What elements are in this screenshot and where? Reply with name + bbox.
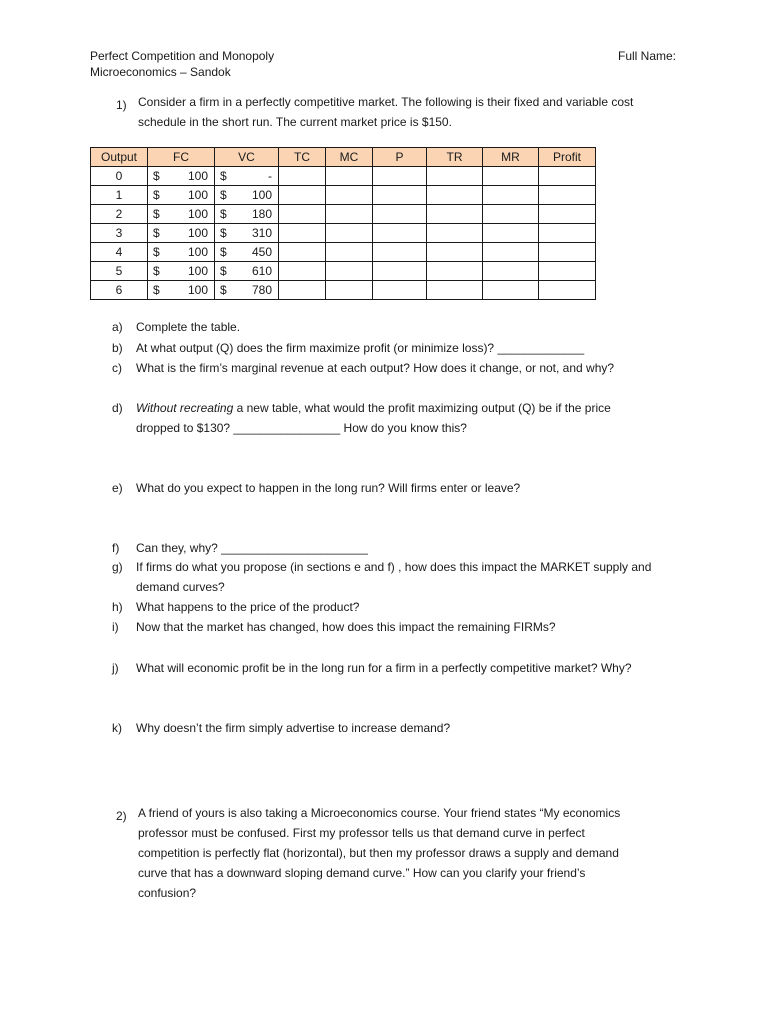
item-a-text: Complete the table. [136, 320, 241, 334]
mc-cell[interactable] [326, 262, 373, 281]
question-2-line: curve that has a downward sloping demand curve.” How can you clarify your friend’s [138, 866, 586, 880]
tc-cell[interactable] [279, 186, 326, 205]
question-2-line: A friend of yours is also taking a Microeconomics course. Your friend states “My economics [138, 806, 621, 820]
vc-cell [215, 186, 279, 205]
item-b-text: At what output (Q) does the firm maximize profit (or minimize loss)? _____________ [136, 341, 585, 355]
p-cell[interactable] [373, 281, 427, 300]
item-d-label: d) [112, 401, 123, 415]
profit-cell[interactable] [539, 262, 596, 281]
vc-cell [215, 167, 279, 186]
item-c-label: c) [112, 361, 122, 375]
item-b-label: b) [112, 341, 123, 355]
fc-dollar-sign: $ [153, 245, 160, 259]
table-body [91, 167, 596, 300]
mr-cell[interactable] [483, 262, 539, 281]
question-1-line-2: schedule in the short run. The current market price is $150. [138, 115, 452, 129]
cost-schedule-table [90, 147, 596, 300]
item-j-label: j) [112, 661, 119, 675]
fc-cell [148, 281, 215, 300]
question-2-line: competition is perfectly flat (horizontal), but then my professor draws a supply and demand [138, 846, 619, 860]
item-c-text: What is the firm’s marginal revenue at each output? How does it change, or not, and why? [136, 361, 615, 375]
mr-cell[interactable] [483, 205, 539, 224]
vc-cell [215, 281, 279, 300]
fc-dollar-sign: $ [153, 169, 160, 183]
mc-cell[interactable] [326, 224, 373, 243]
mr-cell[interactable] [483, 281, 539, 300]
question-2-text [138, 803, 620, 903]
item-i-label: i) [112, 620, 119, 634]
item-i-text: Now that the market has changed, how does this impact the remaining FIRMs? [136, 620, 556, 634]
p-cell[interactable] [373, 262, 427, 281]
item-h-label: h) [112, 600, 123, 614]
tc-cell[interactable] [279, 243, 326, 262]
item-g-line-1: If firms do what you propose (in sections e and f) , how does this impact the MARKET supply and [136, 560, 652, 574]
p-cell[interactable] [373, 186, 427, 205]
item-e-text: What do you expect to happen in the long run? Will firms enter or leave? [136, 481, 521, 495]
item-d-line-1 [136, 398, 611, 418]
tc-cell[interactable] [279, 262, 326, 281]
vc-dollar-sign: $ [220, 188, 227, 202]
header-profit: Profit [539, 148, 596, 167]
fc-dollar-sign: $ [153, 226, 160, 240]
profit-cell[interactable] [539, 281, 596, 300]
item-k-text: Why doesn’t the firm simply advertise to increase demand? [136, 721, 451, 735]
question-2-number: 2) [116, 809, 127, 823]
item-d-italic-text: Without recreating [136, 401, 234, 415]
tr-cell[interactable] [427, 186, 483, 205]
fc-dollar-sign: $ [153, 188, 160, 202]
output-cell: 2 [91, 205, 148, 224]
tr-cell[interactable] [427, 224, 483, 243]
header-vc: VC [215, 148, 279, 167]
fc-value: 100 [187, 169, 208, 183]
header-fc: FC [148, 148, 215, 167]
header-left [90, 48, 274, 80]
table-row [91, 243, 596, 262]
mr-cell[interactable] [483, 186, 539, 205]
mr-cell[interactable] [483, 243, 539, 262]
p-cell[interactable] [373, 167, 427, 186]
tc-cell[interactable] [279, 167, 326, 186]
question-1-line-1: Consider a firm in a perfectly competitive market. The following is their fixed and variable cost [138, 95, 634, 109]
tc-cell[interactable] [279, 205, 326, 224]
header-tr: TR [427, 148, 483, 167]
vc-value: 610 [251, 264, 272, 278]
vc-value: - [268, 169, 272, 183]
question-1-text [138, 92, 633, 132]
item-g-line-2: demand curves? [136, 580, 225, 594]
table-row [91, 167, 596, 186]
profit-cell[interactable] [539, 224, 596, 243]
table-row [91, 281, 596, 300]
vc-dollar-sign: $ [220, 245, 227, 259]
vc-value: 180 [251, 207, 272, 221]
fc-cell [148, 262, 215, 281]
vc-value: 100 [251, 188, 272, 202]
full-name-label: Full Name: [618, 49, 677, 63]
output-cell: 0 [91, 167, 148, 186]
header-output: Output [91, 148, 148, 167]
profit-cell[interactable] [539, 205, 596, 224]
item-h-text: What happens to the price of the product? [136, 600, 360, 614]
tc-cell[interactable] [279, 224, 326, 243]
profit-cell[interactable] [539, 186, 596, 205]
p-cell[interactable] [373, 205, 427, 224]
vc-dollar-sign: $ [220, 169, 227, 183]
vc-cell [215, 205, 279, 224]
vc-value: 310 [251, 226, 272, 240]
vc-dollar-sign: $ [220, 207, 227, 221]
fc-value: 100 [187, 264, 208, 278]
item-d-line-2: dropped to $130? ________________ How do you know this? [136, 421, 467, 435]
mc-cell[interactable] [326, 281, 373, 300]
fc-value: 100 [187, 245, 208, 259]
output-cell: 6 [91, 281, 148, 300]
question-1-number: 1) [116, 98, 127, 112]
output-cell: 4 [91, 243, 148, 262]
tr-cell[interactable] [427, 262, 483, 281]
question-2-line: professor must be confused. First my professor tells us that demand curve in perfect [138, 826, 585, 840]
course-subtitle: Microeconomics – Sandok [90, 65, 231, 79]
table-row [91, 205, 596, 224]
fc-cell [148, 167, 215, 186]
mc-cell[interactable] [326, 243, 373, 262]
item-f-label: f) [112, 541, 120, 555]
tr-cell[interactable] [427, 205, 483, 224]
profit-cell[interactable] [539, 167, 596, 186]
fc-dollar-sign: $ [153, 207, 160, 221]
header-mc: MC [326, 148, 373, 167]
mc-cell[interactable] [326, 167, 373, 186]
output-cell: 5 [91, 262, 148, 281]
fc-value: 100 [187, 207, 208, 221]
item-e-label: e) [112, 481, 123, 495]
mc-cell[interactable] [326, 186, 373, 205]
table-row [91, 262, 596, 281]
tr-cell[interactable] [427, 167, 483, 186]
mc-cell[interactable] [326, 205, 373, 224]
fc-cell [148, 205, 215, 224]
fc-cell [148, 186, 215, 205]
fc-value: 100 [187, 226, 208, 240]
p-cell[interactable] [373, 243, 427, 262]
vc-dollar-sign: $ [220, 264, 227, 278]
vc-cell [215, 243, 279, 262]
fc-dollar-sign: $ [153, 283, 160, 297]
table-row [91, 186, 596, 205]
fc-cell [148, 243, 215, 262]
tr-cell[interactable] [427, 281, 483, 300]
fc-dollar-sign: $ [153, 264, 160, 278]
output-cell: 3 [91, 224, 148, 243]
item-g-label: g) [112, 560, 123, 574]
worksheet-title: Perfect Competition and Monopoly [90, 49, 275, 63]
fc-cell [148, 224, 215, 243]
p-cell[interactable] [373, 224, 427, 243]
vc-cell [215, 224, 279, 243]
mr-cell[interactable] [483, 167, 539, 186]
tr-cell[interactable] [427, 243, 483, 262]
output-cell: 1 [91, 186, 148, 205]
tc-cell[interactable] [279, 281, 326, 300]
profit-cell[interactable] [539, 243, 596, 262]
vc-value: 450 [251, 245, 272, 259]
header-p: P [373, 148, 427, 167]
vc-value: 780 [251, 283, 272, 297]
question-2-line: confusion? [138, 886, 197, 900]
mr-cell[interactable] [483, 224, 539, 243]
vc-dollar-sign: $ [220, 226, 227, 240]
table-header-row [91, 148, 596, 167]
header-tc: TC [279, 148, 326, 167]
fc-value: 100 [187, 188, 208, 202]
item-j-text: What will economic profit be in the long run for a firm in a perfectly competitive market? Why? [136, 661, 632, 675]
item-d-text-rest: a new table, what would the profit maximizing output (Q) be if the price [233, 401, 611, 415]
vc-dollar-sign: $ [220, 283, 227, 297]
item-a-label: a) [112, 320, 123, 334]
vc-cell [215, 262, 279, 281]
fc-value: 100 [187, 283, 208, 297]
table-row [91, 224, 596, 243]
item-f-text: Can they, why? ______________________ [136, 541, 368, 555]
header-mr: MR [483, 148, 539, 167]
item-k-label: k) [112, 721, 122, 735]
